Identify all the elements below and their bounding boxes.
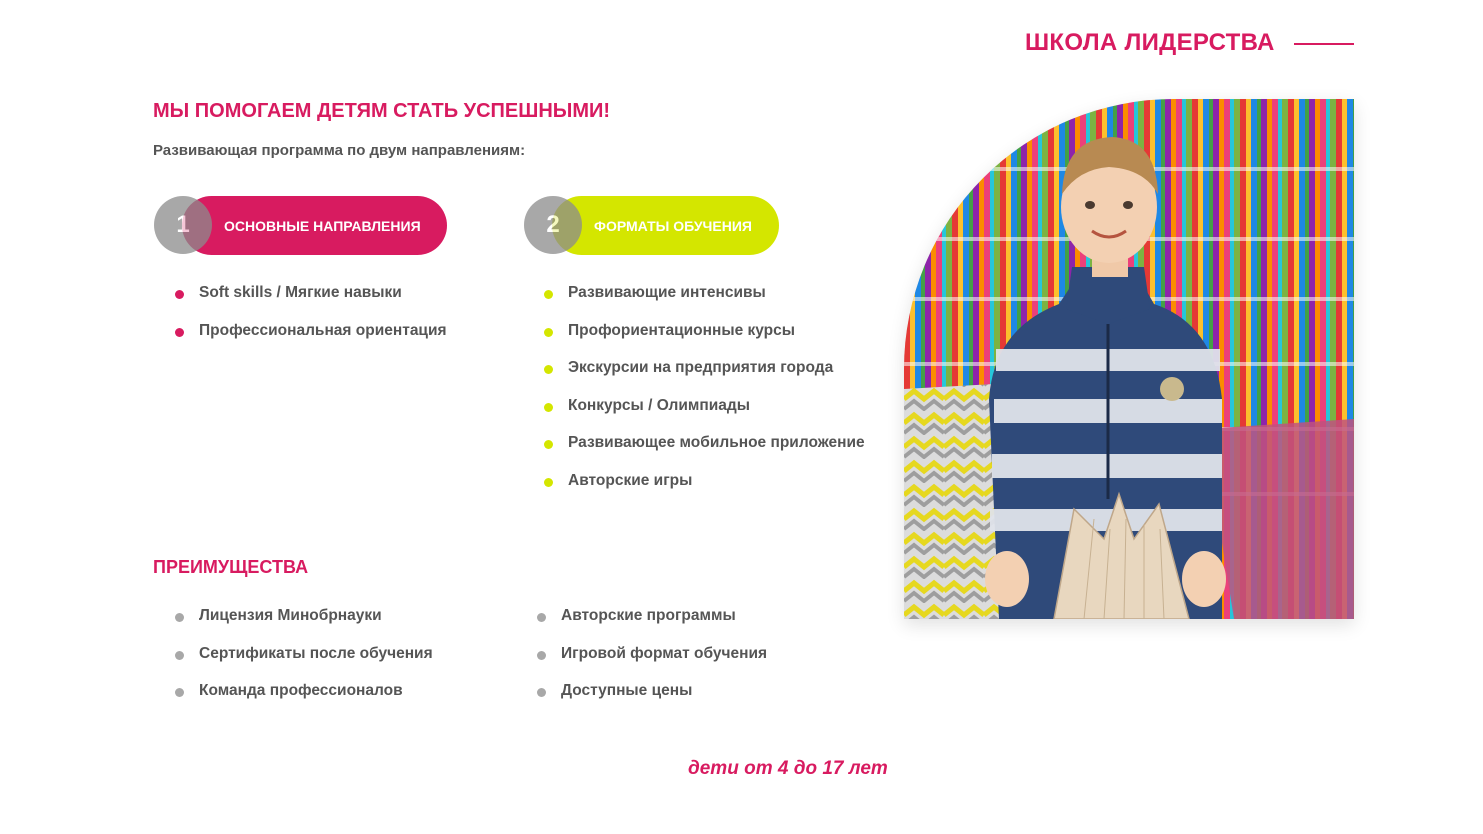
list-item: Развивающее мобильное приложение — [544, 434, 865, 472]
list-item: Экскурсии на предприятия города — [544, 359, 865, 397]
list-item: Развивающие интенсивы — [544, 284, 865, 322]
page-headline: МЫ ПОМОГАЕМ ДЕТЯМ СТАТЬ УСПЕШНЫМИ! — [153, 100, 611, 122]
list-item: Доступные цены — [537, 682, 767, 720]
advantages-title: ПРЕИМУЩЕСТВА — [153, 557, 309, 577]
brand-divider — [1294, 43, 1354, 45]
age-range: дети от 4 до 17 лет — [688, 758, 888, 779]
brand-title: ШКОЛА ЛИДЕРСТВА — [1025, 29, 1275, 56]
list-item: Игровой формат обучения — [537, 645, 767, 683]
list-item: Лицензия Минобрнауки — [175, 607, 433, 645]
list-item: Команда профессионалов — [175, 682, 433, 720]
list-item: Профориентационные курсы — [544, 322, 865, 360]
child-photo-illustration — [904, 99, 1354, 619]
list-item: Soft skills / Мягкие навыки — [175, 284, 447, 322]
list-item: Профессиональная ориентация — [175, 322, 447, 360]
direction-2-title: ФОРМАТЫ ОБУЧЕНИЯ — [552, 196, 779, 255]
child-photo — [904, 99, 1354, 619]
list-item: Авторские игры — [544, 472, 865, 510]
advantages-list-left — [175, 607, 433, 720]
list-item: Авторские программы — [537, 607, 767, 645]
list-item: Конкурсы / Олимпиады — [544, 397, 865, 435]
direction-2-number: 2 — [524, 196, 582, 254]
direction-1-list — [175, 284, 447, 359]
direction-1-number: 1 — [154, 196, 212, 254]
advantages-list-right — [537, 607, 767, 720]
direction-1-badge — [154, 196, 454, 255]
page-subtitle: Развивающая программа по двум направлениям: — [153, 142, 526, 159]
direction-2-badge — [524, 196, 784, 255]
list-item: Сертификаты после обучения — [175, 645, 433, 683]
direction-2-list — [544, 284, 865, 509]
direction-1-title: ОСНОВНЫЕ НАПРАВЛЕНИЯ — [182, 196, 447, 255]
